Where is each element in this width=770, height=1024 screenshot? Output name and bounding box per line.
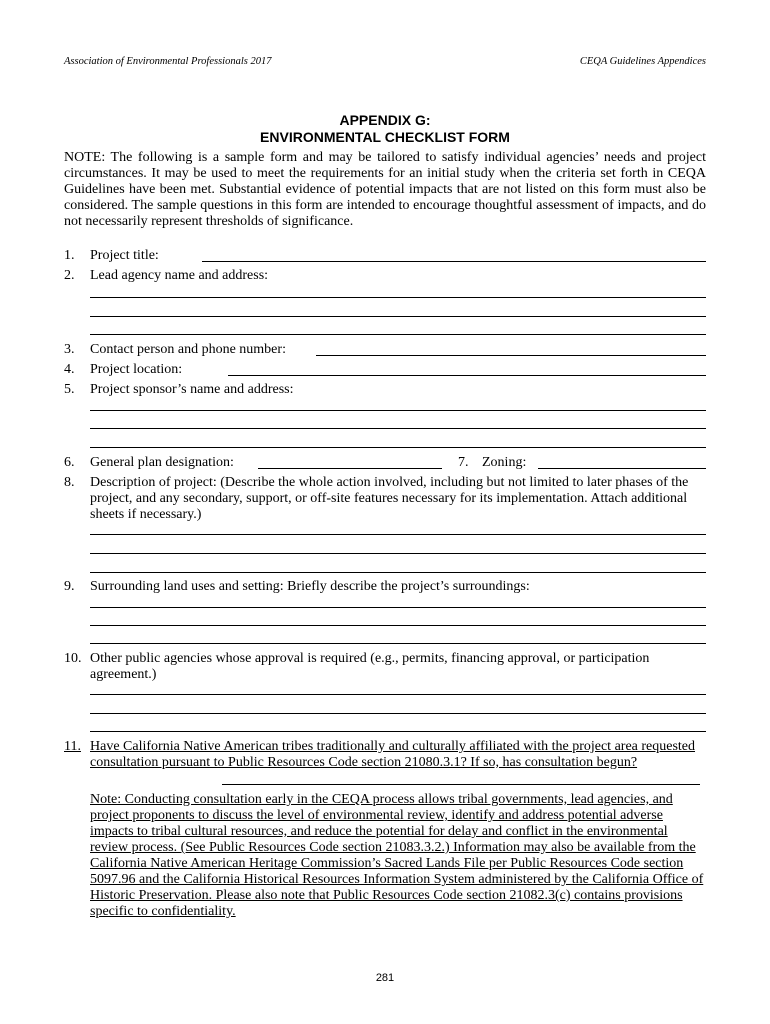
item-9-number: 9. <box>64 579 75 594</box>
agencies-field-line[interactable] <box>90 694 706 695</box>
consultation-begun-field[interactable] <box>222 784 700 785</box>
page-number: 281 <box>375 972 395 984</box>
item-3-label: Contact person and phone number: <box>90 342 286 357</box>
general-plan-field[interactable] <box>258 468 442 469</box>
sponsor-field-line[interactable] <box>90 447 706 448</box>
running-header-right: CEQA Guidelines Appendices <box>579 56 706 67</box>
item-7-label: Zoning: <box>482 455 527 470</box>
intro-note: NOTE: The following is a sample form and may be tailored to satisfy individual agencies’ needs and project circumstances. It may be used to meet the requirements for an initial study when the criteria set forth in CEQA Guidelines have been met. Substantial evidence of potential impacts that are not listed on this form must also be considered. The sample questions in this form are intended to encourage thoughtful assessment of impacts, and do not necessarily represent thresholds of significance. <box>64 150 706 229</box>
item-6-number: 6. <box>64 455 75 470</box>
item-6-label: General plan designation: <box>90 455 234 470</box>
surroundings-field-line[interactable] <box>90 625 706 626</box>
item-1-number: 1. <box>64 248 75 263</box>
lead-agency-field-line[interactable] <box>90 316 706 317</box>
description-field-line[interactable] <box>90 572 706 573</box>
item-11-number: 11. <box>64 739 81 754</box>
project-title-field[interactable] <box>202 261 706 262</box>
item-2-label: Lead agency name and address: <box>90 268 269 283</box>
sponsor-field-line[interactable] <box>90 428 706 429</box>
item-8-number: 8. <box>64 475 75 490</box>
item-11-note: Note: Conducting consultation early in the CEQA process allows tribal governments, lead agencies, and project proponents to discuss the level of environmental review, identify and address potential adverse impacts to tribal cultural resources, and reduce the potential for delay and conflict in the environmental review process. (See Public Resources Code section 21083.3.2.) Information may also be available from the California Native American Heritage Commission’s Sacred Lands File per Public Resources Code section 5097.96 and the California Historical Resources Information System administered by the California Office of Historic Preservation. Please also note that Public Resources Code section 21082.3(c) contains provisions specific to confidentiality. <box>90 792 704 919</box>
agencies-field-line[interactable] <box>90 731 706 732</box>
item-2-number: 2. <box>64 268 75 283</box>
item-10-number: 10. <box>64 651 82 666</box>
description-field-line[interactable] <box>90 553 706 554</box>
item-3-number: 3. <box>64 342 75 357</box>
item-9-label: Surrounding land uses and setting: Briefly describe the project’s surroundings: <box>90 579 530 594</box>
item-7-number: 7. <box>458 455 469 470</box>
lead-agency-field-line[interactable] <box>90 297 706 298</box>
item-5-label: Project sponsor’s name and address: <box>90 382 294 397</box>
item-4-label: Project location: <box>90 362 183 377</box>
item-4-number: 4. <box>64 362 75 377</box>
item-11-label: Have California Native American tribes traditionally and culturally affiliated with the project area requested consultation pursuant to Public Resources Code section 21080.3.1? If so, has consultation begun? <box>90 739 696 770</box>
agencies-field-line[interactable] <box>90 713 706 714</box>
item-10-label: Other public agencies whose approval is required (e.g., permits, financing approval, or participation agreement.) <box>90 651 650 682</box>
surroundings-field-line[interactable] <box>90 643 706 644</box>
surroundings-field-line[interactable] <box>90 607 706 608</box>
lead-agency-field-line[interactable] <box>90 334 706 335</box>
running-header-left: Association of Environmental Professionals 2017 <box>64 56 272 67</box>
zoning-field[interactable] <box>538 468 706 469</box>
description-field-line[interactable] <box>90 534 706 535</box>
item-1-label: Project title: <box>90 248 159 263</box>
item-5-number: 5. <box>64 382 75 397</box>
contact-person-field[interactable] <box>316 355 706 356</box>
sponsor-field-line[interactable] <box>90 410 706 411</box>
appendix-title: APPENDIX G: <box>339 112 431 128</box>
project-location-field[interactable] <box>228 375 706 376</box>
item-8-label: Description of project: (Describe the whole action involved, including but not limited to later phases of the project, and any secondary, support, or off-site features necessary for its implementation. Attach additional sheets if necessary.) <box>90 475 689 522</box>
form-title: ENVIRONMENTAL CHECKLIST FORM <box>260 129 510 145</box>
